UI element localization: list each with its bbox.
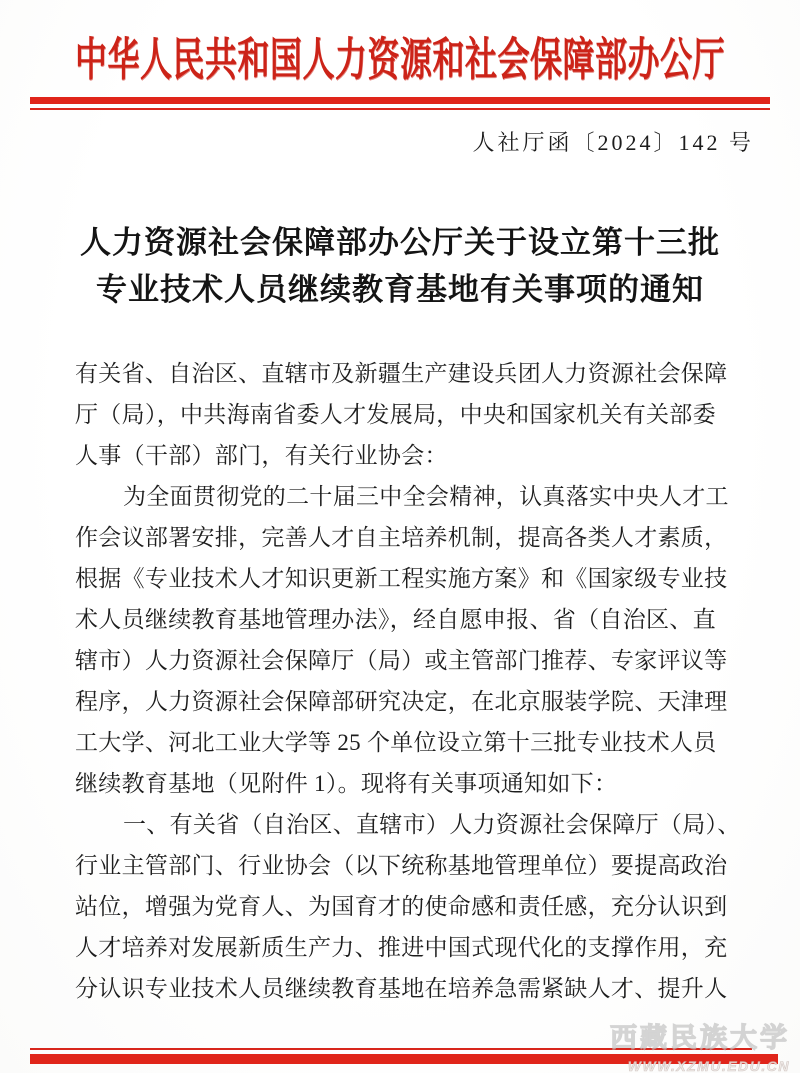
body-line: 工大学、河北工业大学等 25 个单位设立第十三批专业技术人员 [75, 730, 717, 755]
body-line: 作会议部署安排，完善人才自主培养机制，提高各类人才素质， [75, 525, 728, 550]
document-number: 人社厅函〔2024〕142 号 [472, 130, 754, 155]
body-line: 根据《专业技术人才知识更新工程实施方案》和《国家级专业技 [75, 566, 728, 591]
document-body [75, 353, 741, 1009]
document-title-line1: 人力资源社会保障部办公厅关于设立第十三批 [80, 225, 720, 260]
watermark-university-name: 西藏民族大学 [610, 1023, 790, 1053]
body-line: 厅（局），中共海南省委人才发展局，中央和国家机关有关部委 [75, 402, 716, 427]
body-line: 人事（干部）部门，有关行业协会： [75, 443, 448, 468]
body-line: 有关省、自治区、直辖市及新疆生产建设兵团人力资源社会保障 [75, 361, 728, 386]
letterhead-rule-thin [30, 108, 770, 110]
body-line: 行业主管部门、行业协会（以下统称基地管理单位）要提高政治 [75, 853, 728, 878]
body-line: 站位，增强为党育人、为国育才的使命感和责任感，充分认识到 [75, 894, 728, 919]
body-line: 程序，人力资源社会保障部研究决定，在北京服装学院、天津理 [75, 689, 728, 714]
issuing-agency-letterhead: 中华人民共和国人力资源和社会保障部办公厅 [74, 33, 725, 86]
document-title [0, 219, 800, 313]
body-line: 一、有关省（自治区、直辖市）人力资源社会保障厅（局）、 [123, 812, 741, 837]
letterhead-rule-thick [30, 97, 770, 104]
body-line: 人才培养对发展新质生产力、推进中国式现代化的支撑作用，充 [75, 935, 728, 960]
body-line: 辖市）人力资源社会保障厅（局）或主管部门推荐、专家评议等 [75, 648, 728, 673]
document-title-line2: 专业技术人员继续教育基地有关事项的通知 [96, 272, 704, 307]
body-line: 继续教育基地（见附件 1）。现将有关事项通知如下： [75, 771, 618, 796]
site-watermark [610, 1016, 790, 1073]
body-line: 为全面贯彻党的二十届三中全会精神，认真落实中央人才工 [123, 484, 729, 509]
watermark-url: WWW.XZMU.EDU.CN [627, 1058, 790, 1073]
body-line: 分认识专业技术人员继续教育基地在培养急需紧缺人才、提升人 [75, 976, 728, 1001]
body-line: 术人员继续教育基地管理办法》，经自愿申报、省（自治区、直 [75, 607, 716, 632]
